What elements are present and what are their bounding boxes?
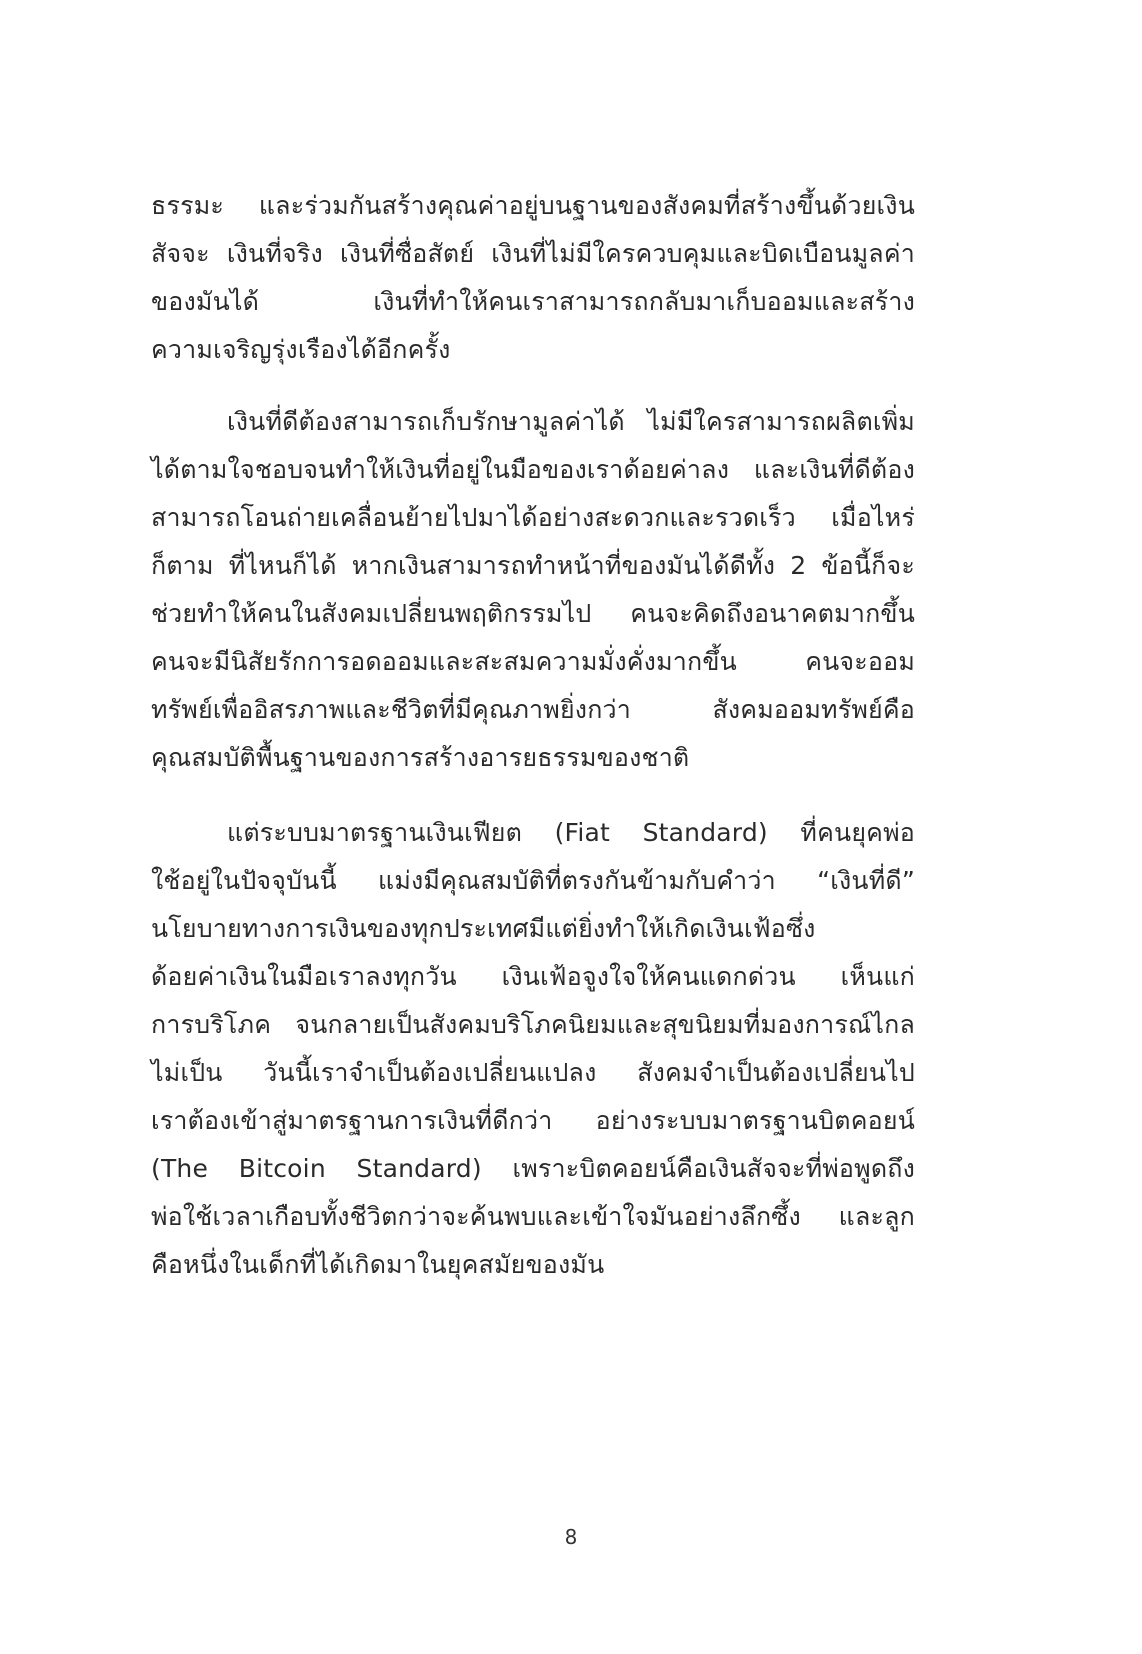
- text-line: ก็ตาม ที่ไหนก็ได้ หากเงินสามารถทำหน้าที่ของมันได้ดีทั้ง 2 ข้อนี้ก็จะ: [151, 551, 915, 580]
- text-line: สัจจะ เงินที่จริง เงินที่ซื่อสัตย์ เงินที่ไม่มีใครควบคุมและบิดเบือนมูลค่า: [151, 239, 915, 268]
- text-line: พ่อใช้เวลาเกือบทั้งชีวิตกว่าจะค้นพบและเข้าใจมันอย่างลึกซึ้ง และลูก: [151, 1202, 915, 1231]
- text-line: คือหนึ่งในเด็กที่ได้เกิดมาในยุคสมัยของมัน: [151, 1250, 605, 1279]
- text-line: คุณสมบัติพื้นฐานของการสร้างอารยธรรมของชาติ: [151, 743, 690, 772]
- text-line: ไม่เป็น วันนี้เราจำเป็นต้องเปลี่ยนแปลง สังคมจำเป็นต้องเปลี่ยนไป: [151, 1058, 915, 1087]
- text-line: ช่วยทำให้คนในสังคมเปลี่ยนพฤติกรรมไป คนจะคิดถึงอนาคตมากขึ้น: [151, 599, 915, 628]
- text-line: เงินที่ดีต้องสามารถเก็บรักษามูลค่าได้ ไม่มีใครสามารถผลิตเพิ่ม: [227, 407, 915, 436]
- text-line: ของมันได้ เงินที่ทำให้คนเราสามารถกลับมาเก็บออมและสร้าง: [151, 287, 915, 316]
- text-line: ความเจริญรุ่งเรืองได้อีกครั้ง: [151, 335, 451, 364]
- page-number: 8: [564, 1525, 578, 1549]
- text-line: ได้ตามใจชอบจนทำให้เงินที่อยู่ในมือของเราด้อยค่าลง และเงินที่ดีต้อง: [151, 455, 915, 484]
- text-line: ธรรมะ และร่วมกันสร้างคุณค่าอยู่บนฐานของสังคมที่สร้างขึ้นด้วยเงิน: [151, 191, 915, 220]
- text-line: คนจะมีนิสัยรักการอดออมและสะสมความมั่งคั่งมากขึ้น คนจะออม: [151, 647, 915, 676]
- text-line: ใช้อยู่ในปัจจุบันนี้ แม่งมีคุณสมบัติที่ตรงกันข้ามกับคำว่า “เงินที่ดี”: [151, 866, 915, 895]
- text-line: การบริโภค จนกลายเป็นสังคมบริโภคนิยมและสุขนิยมที่มองการณ์ไกล: [151, 1010, 915, 1039]
- text-line: (The Bitcoin Standard) เพราะบิตคอยน์คือเงินสัจจะที่พ่อพูดถึง: [151, 1154, 915, 1183]
- text-line: นโยบายทางการเงินของทุกประเทศมีแต่ยิ่งทำให้เกิดเงินเฟ้อซึ่ง: [151, 914, 816, 943]
- text-line: แต่ระบบมาตรฐานเงินเฟียต (Fiat Standard) ที่คนยุคพ่อ: [227, 818, 915, 847]
- text-line: เราต้องเข้าสู่มาตรฐานการเงินที่ดีกว่า อย่างระบบมาตรฐานบิตคอยน์: [151, 1106, 915, 1135]
- text-line: ทรัพย์เพื่ออิสรภาพและชีวิตที่มีคุณภาพยิ่งกว่า สังคมออมทรัพย์คือ: [151, 695, 915, 724]
- text-line: ด้อยค่าเงินในมือเราลงทุกวัน เงินเฟ้อจูงใจให้คนแดกด่วน เห็นแก่: [151, 962, 915, 991]
- text-line: สามารถโอนถ่ายเคลื่อนย้ายไปมาได้อย่างสะดวกและรวดเร็ว เมื่อไหร่: [151, 503, 915, 532]
